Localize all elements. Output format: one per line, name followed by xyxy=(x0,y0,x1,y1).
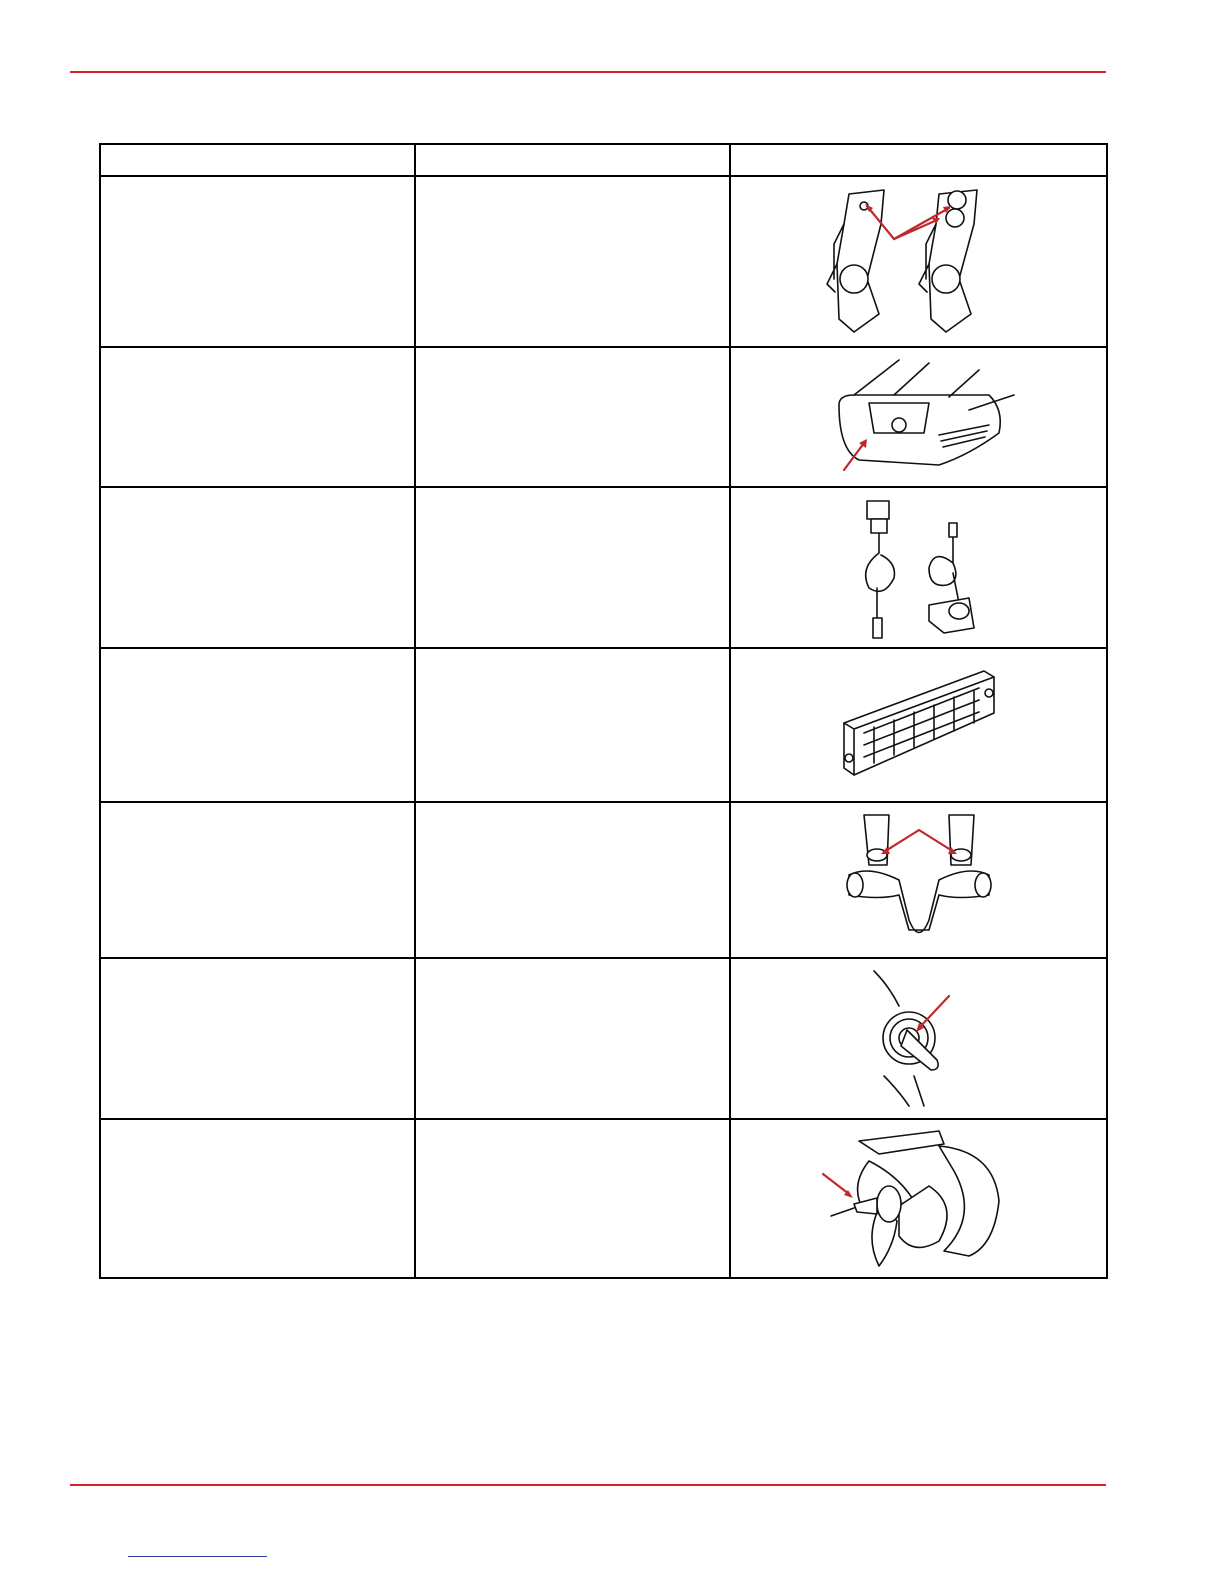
header-cell-1 xyxy=(100,144,415,176)
table-row xyxy=(100,648,1107,802)
header-rule xyxy=(70,71,1106,73)
row-1-col-2 xyxy=(415,176,730,347)
table-row xyxy=(100,802,1107,958)
gearcase-front-anodes-icon xyxy=(839,810,999,950)
propeller-nose-cone-icon xyxy=(819,1126,1019,1271)
table-row xyxy=(100,958,1107,1119)
footer-rule xyxy=(70,1484,1106,1486)
row-1-col-1 xyxy=(100,176,415,347)
table-row xyxy=(100,1119,1107,1278)
row-5-col-1 xyxy=(100,802,415,958)
parts-table xyxy=(99,143,1108,1279)
table-row xyxy=(100,487,1107,648)
footer-link-underline[interactable] xyxy=(128,1556,267,1557)
table-header-row xyxy=(100,144,1107,176)
propeller-shaft-anode-ring-icon xyxy=(859,966,979,1111)
row-7-col-1 xyxy=(100,1119,415,1278)
table-row xyxy=(100,176,1107,347)
row-3-col-2 xyxy=(415,487,730,648)
row-2-col-1 xyxy=(100,347,415,487)
row-4-col-1 xyxy=(100,648,415,802)
table-row xyxy=(100,347,1107,487)
row-5-col-2 xyxy=(415,802,730,958)
row-4-col-2 xyxy=(415,648,730,802)
wiring-harness-reference-electrode-icon xyxy=(849,493,989,643)
bracket-anode-icon xyxy=(819,355,1019,480)
row-7-col-2 xyxy=(415,1119,730,1278)
row-3-col-1 xyxy=(100,487,415,648)
header-cell-2 xyxy=(415,144,730,176)
header-cell-3 xyxy=(730,144,1107,176)
row-6-col-1 xyxy=(100,958,415,1119)
row-2-col-2 xyxy=(415,347,730,487)
gearcase-skegs-with-anodes-icon xyxy=(809,184,1029,339)
anode-plate-icon xyxy=(834,663,1004,788)
row-6-col-2 xyxy=(415,958,730,1119)
